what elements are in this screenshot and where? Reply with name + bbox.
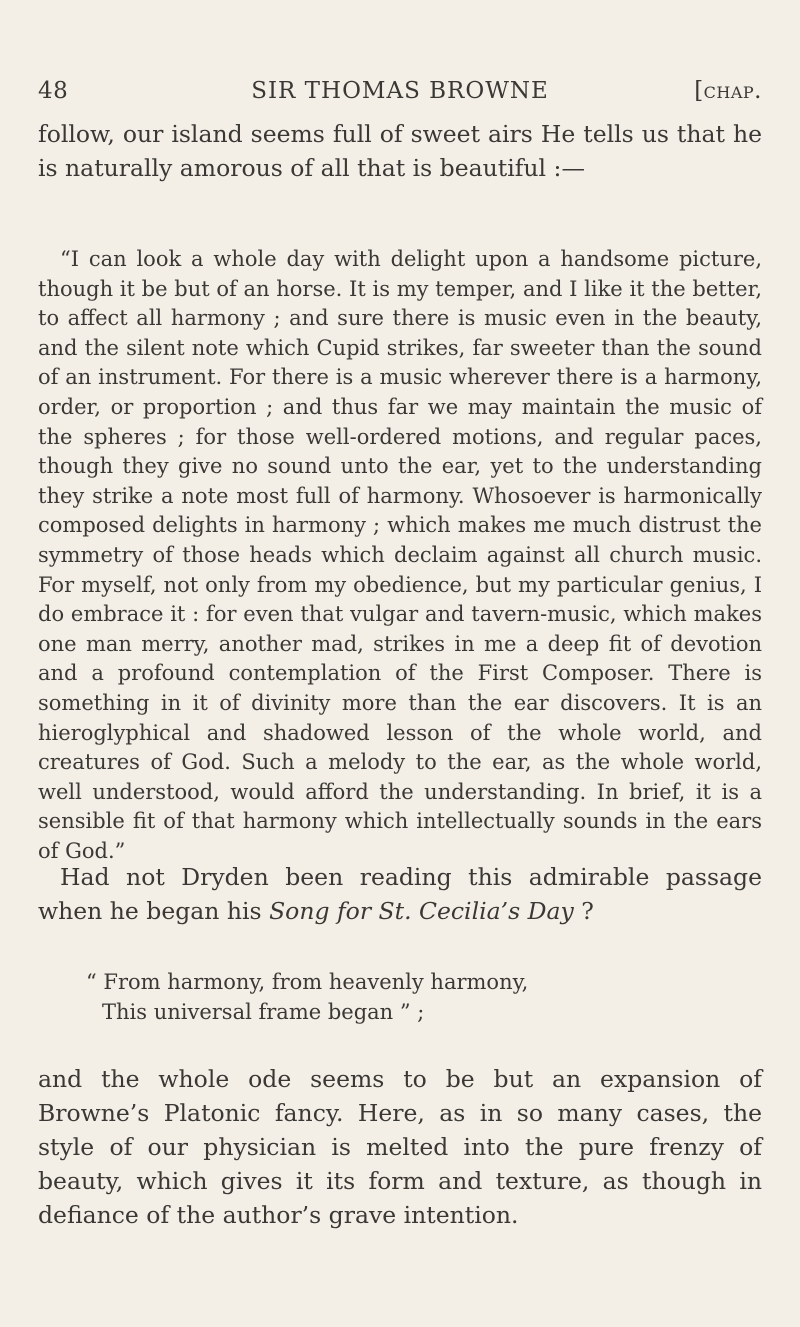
page-number: 48 <box>38 78 69 104</box>
chapter-marker: [chap. <box>694 78 762 104</box>
verse-line-1: “ From harmony, from heavenly harmony, <box>86 970 529 994</box>
song-title: Song for St. Cecilia’s Day <box>269 897 574 925</box>
verse-quote <box>38 968 762 1027</box>
book-title: SIR THOMAS BROWNE <box>251 78 549 104</box>
block-quote: “I can look a whole day with delight upon a handsome picture, though it be but of an horse. It is my temper, and I like it the better, to affect all harmony ; and sure there is music even in the beauty, and the silent note which Cupid strikes, far sweeter than the sound of an instrument. For there is a music wherever there is a harmony, order, or proportion ; and thus far we may maintain the music of the spheres ; for those well-ordered motions, and regular paces, though they give no sound unto the ear, yet to the understanding they strike a note most full of harmony. Whosoever is harmonically composed delights in harmony ; which makes me much distrust the symmetry of those heads which declaim against all church music. For myself, not only from my obedience, but my particular genius, I do embrace it : for even that vulgar and tavern-music, which makes one man merry, another mad, strikes in me a deep fit of devotion and a profound contemplation of the First Composer. There is something in it of divinity more than the ear discovers. It is an hieroglyphical and shadowed lesson of the whole world, and creatures of God. Such a melody to the ear, as the whole world, well understood, would afford the understanding. In brief, it is a sensible fit of that harmony which intellectually sounds in the ears of God.” <box>38 247 762 863</box>
paragraph-dryden <box>38 860 762 928</box>
verse-line-2: This universal frame began ” ; <box>102 999 425 1024</box>
dryden-text-after: ? <box>573 897 594 925</box>
running-head <box>38 78 762 108</box>
paragraph-intro: follow, our island seems full of sweet airs He tells us that he is naturally amorous of all that is beautiful :— <box>38 120 762 182</box>
paragraph-final: and the whole ode seems to be but an expansion of Browne’s Platonic fancy. Here, as in so many cases, the style of our physician is melted into the pure frenzy of beauty, which gives it its form and texture, as though in defiance of the author’s grave intention. <box>38 1065 762 1229</box>
dryden-text-before: Had not Dryden been reading this admirable passage when he began his <box>38 863 762 925</box>
book-page <box>38 0 762 1327</box>
